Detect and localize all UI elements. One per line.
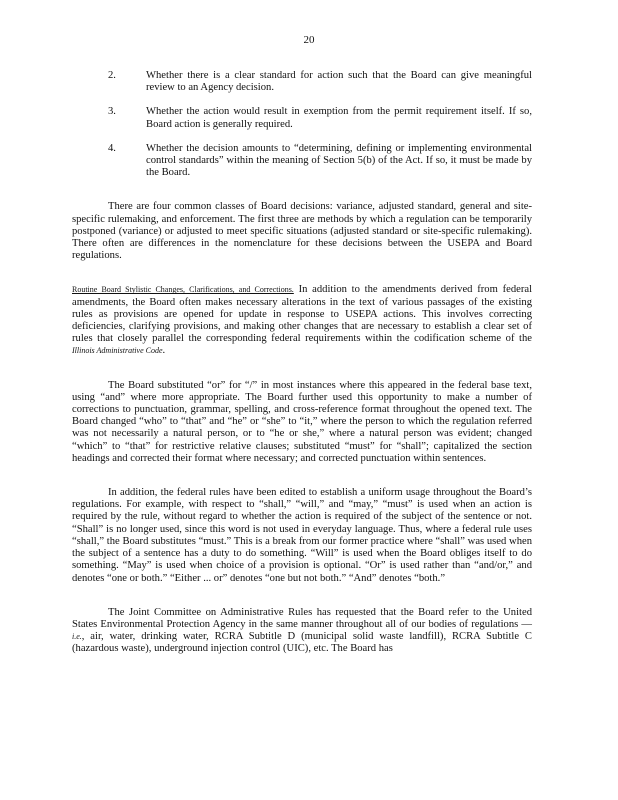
list-item-number: 3. — [108, 106, 116, 118]
paragraph-text: In addition to the amendments derived from federal amendments, the Board often makes necessary alterations in the text of various passages of the existing rules as provisions are opened for update in response to USEPA actions. This involves correcting deficiencies, clarifying provisions, and making other changes that are necessary to establish a clear set of rules that closely parallel the corresponding federal requirements within the codification scheme of the — [72, 284, 533, 345]
paragraph-text-end: . — [162, 345, 166, 357]
list-item-text: Whether the decision amounts to “determining, defining or implementing environmental control standards” within the meaning of Section 5(b) of the Act. If so, it must be made by the Board. — [146, 142, 532, 179]
section-heading: Routine Board Stylistic Changes, Clarifications, and Corrections. — [72, 285, 294, 295]
document-body — [72, 70, 532, 668]
ie-abbreviation: i.e. — [72, 632, 82, 642]
paragraph-text-end: , air, water, drinking water, RCRA Subtitle D (municipal solid waste landfill), RCRA Subtitle C (hazardous waste), underground injection control (UIC), etc. The Board has — [72, 631, 532, 655]
paragraph-stylistic-changes — [72, 284, 532, 357]
code-name: Illinois Administrative Code — [72, 346, 163, 356]
page-number: 20 — [303, 34, 315, 46]
paragraph-joint-committee — [72, 607, 532, 656]
list-item — [72, 70, 532, 94]
paragraph-substitutions: The Board substituted “or” for “/” in most instances where this appeared in the federal base text, using “and” where more appropriate. The Board further used this opportunity to make a number of corrections to punctuation, grammar, spelling, and cross-reference format throughout the opened text. The Board changed “who” to “that” and “he” or “she” to “it,” where the person to which the regulation referred was not necessarily a natural person, or to “he or she,” where a natural person was evident; changed “which” to “that” for restrictive relative clauses; substituted “must” for “shall”; capitalized the section headings and corrected their format where necessary; and corrected punctuation within sentences. — [72, 379, 532, 464]
list-item-text: Whether the action would result in exemption from the permit requirement itself. If so, Board action is generally required. — [146, 106, 532, 130]
list-item-number: 2. — [108, 70, 116, 81]
paragraph-text: The Joint Committee on Administrative Rules has requested that the Board refer to the United States Environmental Protection Agency in the same manner throughout all of our bodies of regulations — — [72, 606, 532, 630]
list-item-number: 4. — [108, 142, 116, 154]
paragraph-uniform-usage: In addition, the federal rules have been edited to establish a uniform usage throughout the Board’s regulations. For example, with respect to “shall,” “will,” and “may,” “must” is used when an action is required by the rule, without regard to whether the action is required of the subject of the sentence or not. “Shall” is no longer used, since this word is not used in everyday language. Thus, where a federal rule uses “shall,” the Board substitutes “must.” This is a break from our former practice where “shall” was used when the subject of a sentence has a duty to do something. “Will” is used when the Board obliges itself to do something. “May” is used when choice of a provision is optional. “Or” is used rather than “and/or,” and denotes “one or both.” “Either ... or” denotes “one but not both.” “And” denotes “both.” — [72, 487, 532, 584]
list-item — [72, 106, 532, 130]
list-item-text: Whether there is a clear standard for action such that the Board can give meaningful review to an Agency decision. — [146, 70, 532, 94]
list-item — [72, 143, 532, 180]
paragraph-board-decisions: There are four common classes of Board decisions: variance, adjusted standard, general and site-specific rulemaking, and enforcement. The first three are methods by which a regulation can be temporarily postponed (variance) or adjusted to meet specific situations (adjusted standard or site-specific rulemaking). There often are differences in the nomenclature for these decisions between the USEPA and Board regulations. — [72, 201, 532, 262]
